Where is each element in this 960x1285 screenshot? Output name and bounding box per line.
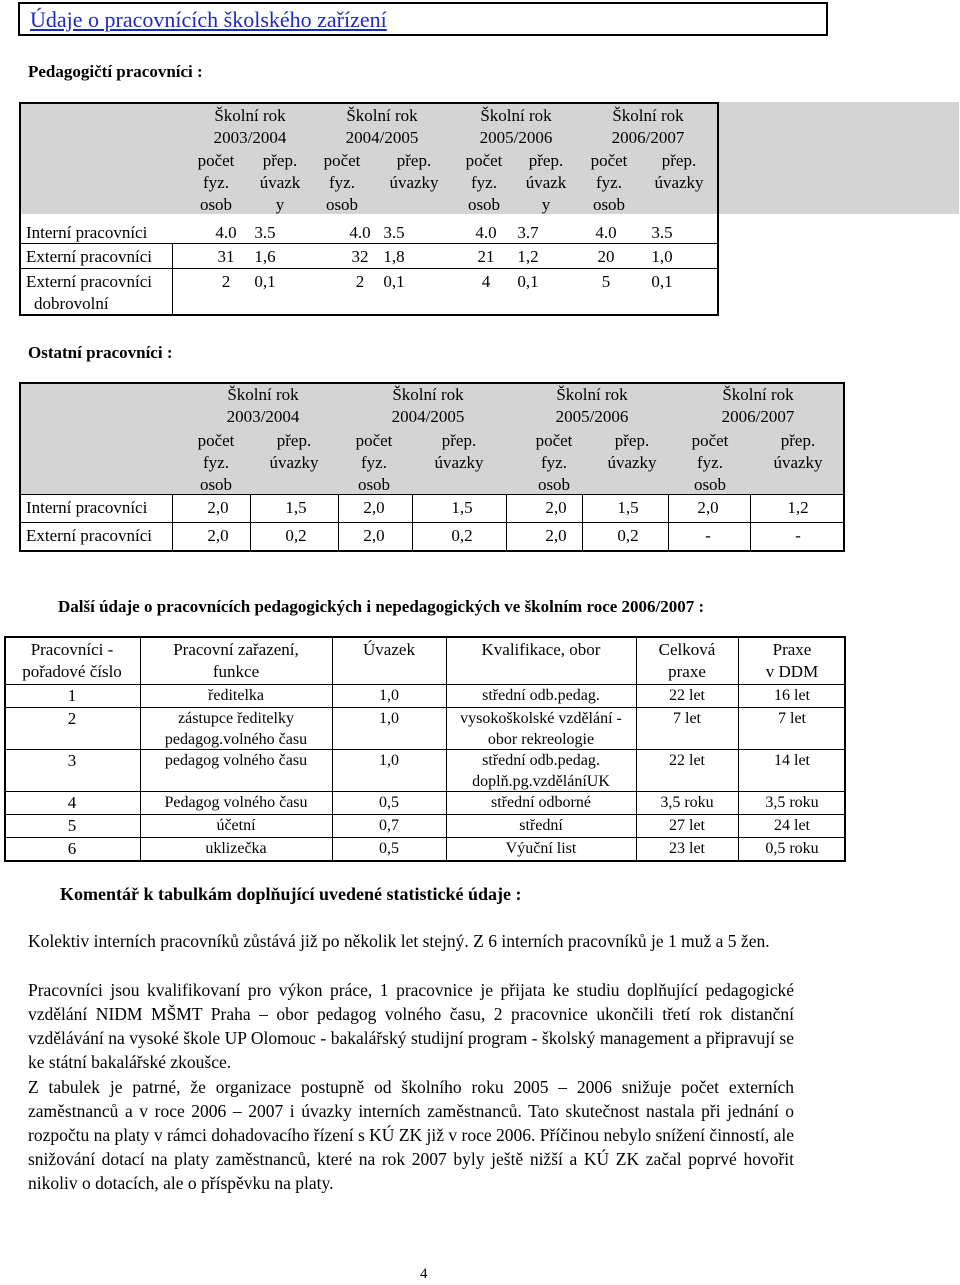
table-cell: střední odb.pedag. bbox=[482, 752, 600, 769]
table-cell: 0,5 bbox=[379, 794, 399, 811]
table-rule bbox=[250, 494, 251, 552]
table-rule bbox=[750, 494, 751, 552]
table-cell: 21 bbox=[477, 247, 495, 266]
table-cell: 3,5 roku bbox=[660, 794, 714, 811]
table-cell: 27 let bbox=[669, 817, 705, 834]
table-cell: 22 let bbox=[669, 752, 705, 769]
page-title: Údaje o pracovnících školského zařízení bbox=[30, 7, 387, 32]
year-header: 2005/2006 bbox=[479, 128, 553, 147]
row-label: Externí pracovníci bbox=[26, 272, 153, 291]
table-cell: 23 let bbox=[669, 840, 705, 857]
table-cell: 0,1 bbox=[651, 272, 673, 291]
table-cell: 7 let bbox=[673, 710, 701, 727]
column-header: funkce bbox=[212, 662, 260, 681]
table-cell: - bbox=[705, 526, 711, 545]
table-rule bbox=[412, 494, 413, 552]
column-header: úvazky bbox=[389, 173, 439, 192]
column-header: úvazky bbox=[773, 453, 823, 472]
column-header: počet bbox=[691, 431, 729, 450]
table-cell: 0,1 bbox=[383, 272, 405, 291]
table-cell: 3.7 bbox=[517, 223, 539, 242]
table-cell: 4 bbox=[67, 793, 77, 812]
column-header: počet bbox=[355, 431, 393, 450]
column-header: přep. bbox=[441, 431, 477, 450]
column-header: fyz. bbox=[471, 173, 497, 192]
table-cell: 2,0 bbox=[363, 526, 385, 545]
column-header: úvazky bbox=[269, 453, 319, 472]
table-cell: Výuční list bbox=[505, 840, 577, 857]
table-cell: střední odborné bbox=[491, 794, 591, 811]
table-cell: 1,2 bbox=[517, 247, 539, 266]
row-label: Externí pracovníci bbox=[26, 247, 153, 266]
year-header: 2005/2006 bbox=[555, 407, 629, 426]
table-cell: střední odb.pedag. bbox=[482, 687, 600, 704]
table-cell: uklizečka bbox=[205, 840, 267, 857]
column-header: osob bbox=[592, 195, 626, 214]
table-cell: 1,6 bbox=[254, 247, 276, 266]
column-header: přep. bbox=[614, 431, 650, 450]
comment-paragraph-1: Kolektiv interních pracovníků zůstává již po několik let stejný. Z 6 interních pracovníků je 1 muž a 5 žen. bbox=[28, 931, 770, 951]
column-header: úvazk bbox=[525, 173, 567, 192]
comment-paragraph-2: Pracovníci jsou kvalifikovaní pro výkon práce, 1 pracovnice je přijata ke studiu doplňující pedagogické vzdělání NIDM MŠMT Praha – obor pedagog volného času, 2 pracovnice ukončili třetí rok distanční vzdělávání na vysoké škole UP Olomouc - bakalářský studijní program - školský management a připravují se ke státní bakalářské zkoušce. bbox=[28, 980, 794, 1072]
column-header: osob bbox=[199, 195, 233, 214]
table-rule bbox=[172, 243, 173, 316]
table-cell: 2,0 bbox=[207, 526, 229, 545]
table-rule bbox=[172, 494, 173, 552]
table-cell: 3.5 bbox=[383, 223, 405, 242]
row-label: dobrovolní bbox=[34, 294, 109, 313]
column-header: Pracovníci - bbox=[30, 640, 114, 659]
table-cell: 0,1 bbox=[517, 272, 539, 291]
table-cell: 22 let bbox=[669, 687, 705, 704]
column-header: Kvalifikace, obor bbox=[481, 640, 601, 659]
table-cell: 0,7 bbox=[379, 817, 399, 834]
table-cell: 1,0 bbox=[379, 710, 399, 727]
column-header: Úvazek bbox=[363, 640, 415, 659]
column-header: osob bbox=[357, 475, 391, 494]
table-cell: 1,5 bbox=[617, 498, 639, 517]
table-cell: ředitelka bbox=[208, 687, 264, 704]
year-header: 2006/2007 bbox=[721, 407, 795, 426]
table-cell: 0,2 bbox=[285, 526, 307, 545]
table-cell: Pedagog volného času bbox=[164, 794, 308, 811]
table-cell: 6 bbox=[67, 839, 77, 858]
row-label: Interní pracovníci bbox=[26, 223, 148, 242]
table-cell: 20 bbox=[597, 247, 615, 266]
table-cell: 31 bbox=[217, 247, 235, 266]
column-header: přep. bbox=[780, 431, 816, 450]
table-cell: pedagog volného času bbox=[164, 752, 308, 769]
page-number: 4 bbox=[420, 1266, 428, 1282]
table-cell: 3.5 bbox=[254, 223, 276, 242]
table-cell: 0,5 bbox=[379, 840, 399, 857]
year-header: 2003/2004 bbox=[213, 128, 287, 147]
table-cell: 16 let bbox=[774, 687, 810, 704]
column-header: osob bbox=[693, 475, 727, 494]
column-header: počet bbox=[323, 151, 361, 170]
year-header: Školní rok bbox=[722, 385, 794, 404]
table-cell: 2 bbox=[67, 709, 77, 728]
column-header: přep. bbox=[661, 151, 697, 170]
table-cell: 2,0 bbox=[697, 498, 719, 517]
column-header: počet bbox=[465, 151, 503, 170]
table-cell: 2,0 bbox=[545, 526, 567, 545]
table-cell: 5 bbox=[601, 272, 611, 291]
table-cell: 1,5 bbox=[451, 498, 473, 517]
comment-paragraph-3: Z tabulek je patrné, že organizace postupně od školního roku 2005 – 2006 snižuje počet externích zaměstnanců a v roce 2006 – 2007 i úvazky interních zaměstnanců. Tato skutečnost nastala při jednání o rozpočtu na platy v rámci dohadovacího řízení s KÚ ZK již v roce 2006. Příčinou nebylo snížení činností, ale snižování dotací na platy zaměstnanců, které na rok 2007 byly ještě nižší a KÚ ZK začal poprvé hovořit nikoliv o dotacích, ale o příspěvku na platy. bbox=[28, 1077, 794, 1193]
row-label: Interní pracovníci bbox=[26, 498, 148, 517]
table-cell: 4.0 bbox=[215, 223, 237, 242]
table-cell: 4.0 bbox=[475, 223, 497, 242]
year-header: 2004/2005 bbox=[391, 407, 465, 426]
column-header: Praxe bbox=[772, 640, 812, 659]
table-cell: 1,8 bbox=[383, 247, 405, 266]
column-header: fyz. bbox=[203, 453, 229, 472]
table-cell: 1,0 bbox=[379, 687, 399, 704]
section1-heading: Pedagogičtí pracovníci : bbox=[28, 62, 203, 81]
column-header: přep. bbox=[528, 151, 564, 170]
table-cell: 0,2 bbox=[451, 526, 473, 545]
column-header: fyz. bbox=[596, 173, 622, 192]
column-header: Pracovní zařazení, bbox=[173, 640, 299, 659]
column-header: přep. bbox=[262, 151, 298, 170]
year-header: Školní rok bbox=[556, 385, 628, 404]
year-header: 2004/2005 bbox=[345, 128, 419, 147]
column-header: pořadové číslo bbox=[22, 662, 122, 681]
column-header: osob bbox=[325, 195, 359, 214]
year-header: Školní rok bbox=[612, 106, 684, 125]
table-cell: 0,5 roku bbox=[765, 840, 819, 857]
table-cell: 2,0 bbox=[363, 498, 385, 517]
table-cell: 0,2 bbox=[617, 526, 639, 545]
table-cell: 1 bbox=[67, 686, 77, 705]
column-header: úvazky bbox=[654, 173, 704, 192]
table-cell: zástupce ředitelky bbox=[178, 710, 294, 727]
table-cell: vysokoškolské vzdělání - bbox=[460, 710, 622, 727]
column-header: fyz. bbox=[541, 453, 567, 472]
column-header: úvazky bbox=[434, 453, 484, 472]
column-header: přep. bbox=[276, 431, 312, 450]
column-header: počet bbox=[197, 151, 235, 170]
table-cell: 2 bbox=[355, 272, 365, 291]
year-header: Školní rok bbox=[480, 106, 552, 125]
table-cell: 2 bbox=[221, 272, 231, 291]
year-header: Školní rok bbox=[346, 106, 418, 125]
column-header: úvazky bbox=[607, 453, 657, 472]
column-header: osob bbox=[199, 475, 233, 494]
table-cell: - bbox=[795, 526, 801, 545]
column-header: fyz. bbox=[329, 173, 355, 192]
column-header: praxe bbox=[668, 662, 706, 681]
table-cell: pedagog.volného času bbox=[164, 731, 308, 748]
column-header: y bbox=[275, 195, 285, 214]
section2-heading: Ostatní pracovníci : bbox=[28, 343, 173, 362]
table-cell: 1,5 bbox=[285, 498, 307, 517]
column-header: fyz. bbox=[697, 453, 723, 472]
table-rule bbox=[19, 522, 845, 523]
column-header: v DDM bbox=[765, 662, 819, 681]
column-header: počet bbox=[590, 151, 628, 170]
table-cell: 3.5 bbox=[651, 223, 673, 242]
title-banner bbox=[18, 2, 828, 36]
table-cell: 4.0 bbox=[595, 223, 617, 242]
table-cell: obor rekreologie bbox=[487, 731, 595, 748]
table-cell: 0,1 bbox=[254, 272, 276, 291]
section3-heading: Další údaje o pracovnících pedagogických i nepedagogických ve školním roce 2006/2007 : bbox=[58, 597, 705, 616]
table-cell: 2,0 bbox=[545, 498, 567, 517]
year-header: Školní rok bbox=[214, 106, 286, 125]
table-rule bbox=[506, 494, 507, 552]
table-cell: 3 bbox=[67, 751, 77, 770]
column-header: y bbox=[541, 195, 551, 214]
column-header: počet bbox=[535, 431, 573, 450]
table-rule bbox=[338, 494, 339, 552]
table-cell: doplň.pg.vzděláníUK bbox=[472, 773, 610, 790]
table-cell: 32 bbox=[351, 247, 369, 266]
column-header: osob bbox=[467, 195, 501, 214]
column-header: přep. bbox=[396, 151, 432, 170]
year-header: Školní rok bbox=[392, 385, 464, 404]
table-cell: 7 let bbox=[778, 710, 806, 727]
table-cell: účetní bbox=[216, 817, 256, 834]
year-header: 2006/2007 bbox=[611, 128, 685, 147]
table-cell: 24 let bbox=[774, 817, 810, 834]
table-cell: střední bbox=[519, 817, 563, 834]
table-cell: 2,0 bbox=[207, 498, 229, 517]
column-header: fyz. bbox=[203, 173, 229, 192]
table-cell: 1,0 bbox=[651, 247, 673, 266]
table-cell: 4.0 bbox=[349, 223, 371, 242]
column-header: úvazk bbox=[259, 173, 301, 192]
column-header: osob bbox=[537, 475, 571, 494]
column-header: fyz. bbox=[361, 453, 387, 472]
table-cell: 5 bbox=[67, 816, 77, 835]
table-cell: 4 bbox=[481, 272, 491, 291]
year-header: 2003/2004 bbox=[226, 407, 300, 426]
table-cell: 1,0 bbox=[379, 752, 399, 769]
table-cell: 1,2 bbox=[787, 498, 809, 517]
column-header: počet bbox=[197, 431, 235, 450]
comment-heading: Komentář k tabulkám doplňující uvedené statistické údaje : bbox=[60, 884, 522, 904]
year-header: Školní rok bbox=[227, 385, 299, 404]
table-cell: 14 let bbox=[774, 752, 810, 769]
table-rule bbox=[668, 494, 669, 552]
column-header: Celková bbox=[658, 640, 716, 659]
row-label: Externí pracovníci bbox=[26, 526, 153, 545]
table-cell: 3,5 roku bbox=[765, 794, 819, 811]
